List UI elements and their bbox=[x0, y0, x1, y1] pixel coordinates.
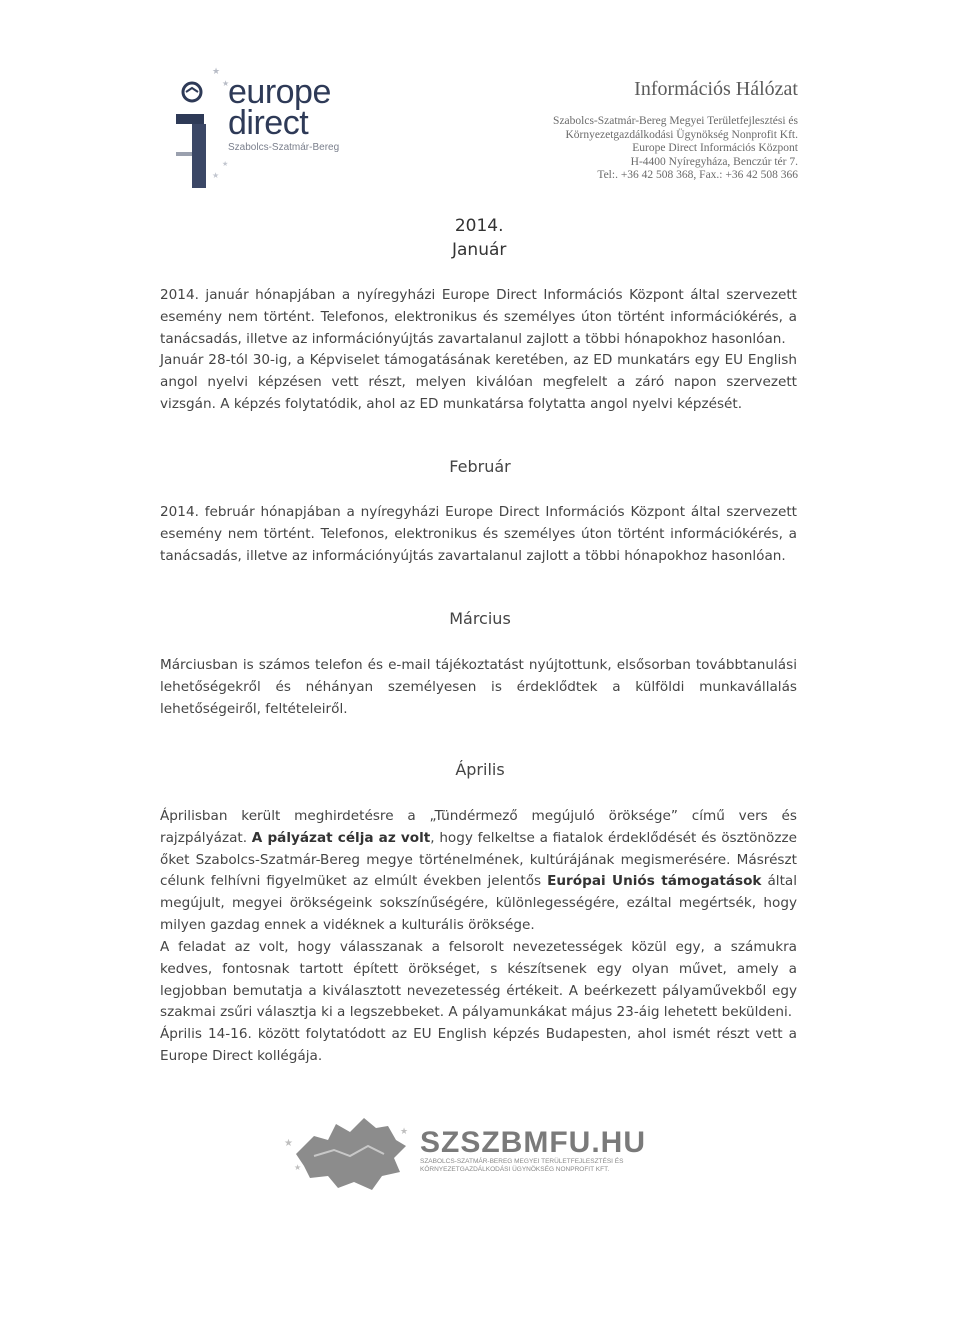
europe-direct-logo bbox=[168, 62, 368, 192]
svg-text:★: ★ bbox=[222, 160, 229, 168]
aprilis-paragraph-3: Április 14-16. között folytatódott az EU English képzés Budapesten, ahol ismét részt vett a Europe Direct kollégája. bbox=[160, 1026, 797, 1064]
szszbmfu-logo bbox=[284, 1106, 664, 1196]
februar-paragraph: 2014. február hónapjában a nyíregyházi Europe Direct Információs Központ által szervezett esemény nem történt. Telefonos, elektronikus és személyes úton történt információkérés, a tanácsadás, illetve az információnyújtás zavartalanul zajlott a többi hónapokhoz hasonlóan. bbox=[160, 504, 797, 564]
year-label: 2014. bbox=[454, 216, 504, 236]
januar-paragraph-1: 2014. január hónapjában a nyíregyházi Europe Direct Információs Központ által szervezett esemény nem történt. Telefonos, elektronikus és személyes úton történt információkérés, a tanácsadás, illetve az információnyújtás zavartalanul zajlott a többi hónapokhoz hasonlóan. bbox=[160, 287, 797, 347]
logo-europe: europe bbox=[228, 73, 331, 111]
footer-logo-text bbox=[420, 1128, 646, 1174]
svg-text:★: ★ bbox=[212, 67, 221, 77]
header-line-center: Europe Direct Információs Központ bbox=[632, 142, 798, 154]
footer-sub-line-1: SZABOLCS-SZATMÁR-BEREG MEGYEI TERÜLETFEJLESZTÉSI ÉS bbox=[420, 1158, 624, 1165]
svg-text:★: ★ bbox=[294, 1163, 302, 1172]
logo-region: Szabolcs-Szatmár-Bereg bbox=[228, 142, 340, 153]
county-map-icon bbox=[284, 1106, 414, 1196]
logo-text bbox=[228, 73, 340, 153]
footer-sub-line-2: KÖRNYEZETGAZDÁLKODÁSI ÜGYNÖKSÉG NONPROFIT KFT. bbox=[420, 1166, 610, 1173]
heading-januar: Január bbox=[452, 240, 507, 260]
aprilis-p1-bold-eu: Európai Uniós támogatások bbox=[547, 873, 762, 890]
header-line-phone: Tel:. +36 42 508 368, Fax.: +36 42 508 366 bbox=[597, 169, 798, 181]
footer-brand: SZSZBMFU.HU bbox=[420, 1126, 646, 1159]
svg-text:★: ★ bbox=[284, 1138, 293, 1149]
januar-paragraph-2: Január 28-tól 30-ig, a Képviselet támogatásának keretében, az ED munkatárs egy EU English angol nyelvi képzésen vett részt, melyen kiválóan megfelelt a záró napon szervezett vizsgán. A képzés folytatódik, ahol az ED munkatársa folytatta angol nyelvi képzését. bbox=[160, 352, 797, 412]
europe-direct-emblem-icon bbox=[168, 62, 228, 192]
aprilis-p1-text-a: Áprilisban került meghirdetésre a „Tündérmező megújuló öröksége” című vers és rajzpályázat. bbox=[160, 808, 797, 846]
svg-text:★: ★ bbox=[222, 79, 230, 88]
header-title: Információs Hálózat bbox=[634, 78, 798, 100]
aprilis-p1-text-e: által megújult, megyei örökségeink sokszínűségére, különlegességére, ezáltal megértsék, hogy milyen gazdag ennek a vidéknek a kulturális öröksége. bbox=[160, 873, 798, 933]
heading-marcius: Március bbox=[449, 609, 511, 628]
svg-text:★: ★ bbox=[400, 1127, 409, 1137]
logo-direct: direct bbox=[228, 104, 309, 142]
header-line-address: H-4400 Nyíregyháza, Benczúr tér 7. bbox=[630, 155, 798, 168]
aprilis-paragraph-2: A feladat az volt, hogy válasszanak a felsorolt nevezetességek közül egy, a számukra kedves, fontosnak tartott épített örökséget, s készítsenek egy olyan művet, amely a legjobban bemutatja a kiválasztott nevezetesség értékeit. A beérkezett pályaművekből egy szakmai zsűri választja ki a legszebbeket. A pályamunkákat május 23-áig lehetett beküldeni. bbox=[160, 939, 797, 1021]
header-line-org1: Szabolcs-Szatmár-Bereg Megyei Területfejlesztési és bbox=[553, 115, 798, 127]
header-line-org2: Környezetgazdálkodási Ügynökség Nonprofit Kft. bbox=[565, 128, 798, 141]
aprilis-paragraph-1 bbox=[160, 806, 797, 937]
aprilis-p1-text-c: , hogy felkeltse a fiatalok érdeklődését és ösztönözze őket Szabolcs-Szatmár-Bereg megye történelmének, kultúrájának megismerésére. Másrészt célunk felhívni figyelmüket az elmúlt években jelentős bbox=[160, 829, 797, 890]
svg-text:★: ★ bbox=[212, 171, 220, 180]
heading-februar: Február bbox=[449, 457, 511, 476]
marcius-paragraph: Márciusban is számos telefon és e-mail tájékoztatást nyújtottunk, elsősorban továbbtanulási lehetőségekről és néhányan személyesen is érdeklődtek a külföldi munkavállalás lehetőségeiről, feltételeiről. bbox=[160, 657, 797, 717]
year-month-heading bbox=[452, 214, 506, 262]
heading-aprilis: Április bbox=[455, 760, 505, 779]
organization-header bbox=[553, 78, 798, 183]
aprilis-p1-bold-goal: A pályázat célja az volt bbox=[251, 829, 431, 846]
